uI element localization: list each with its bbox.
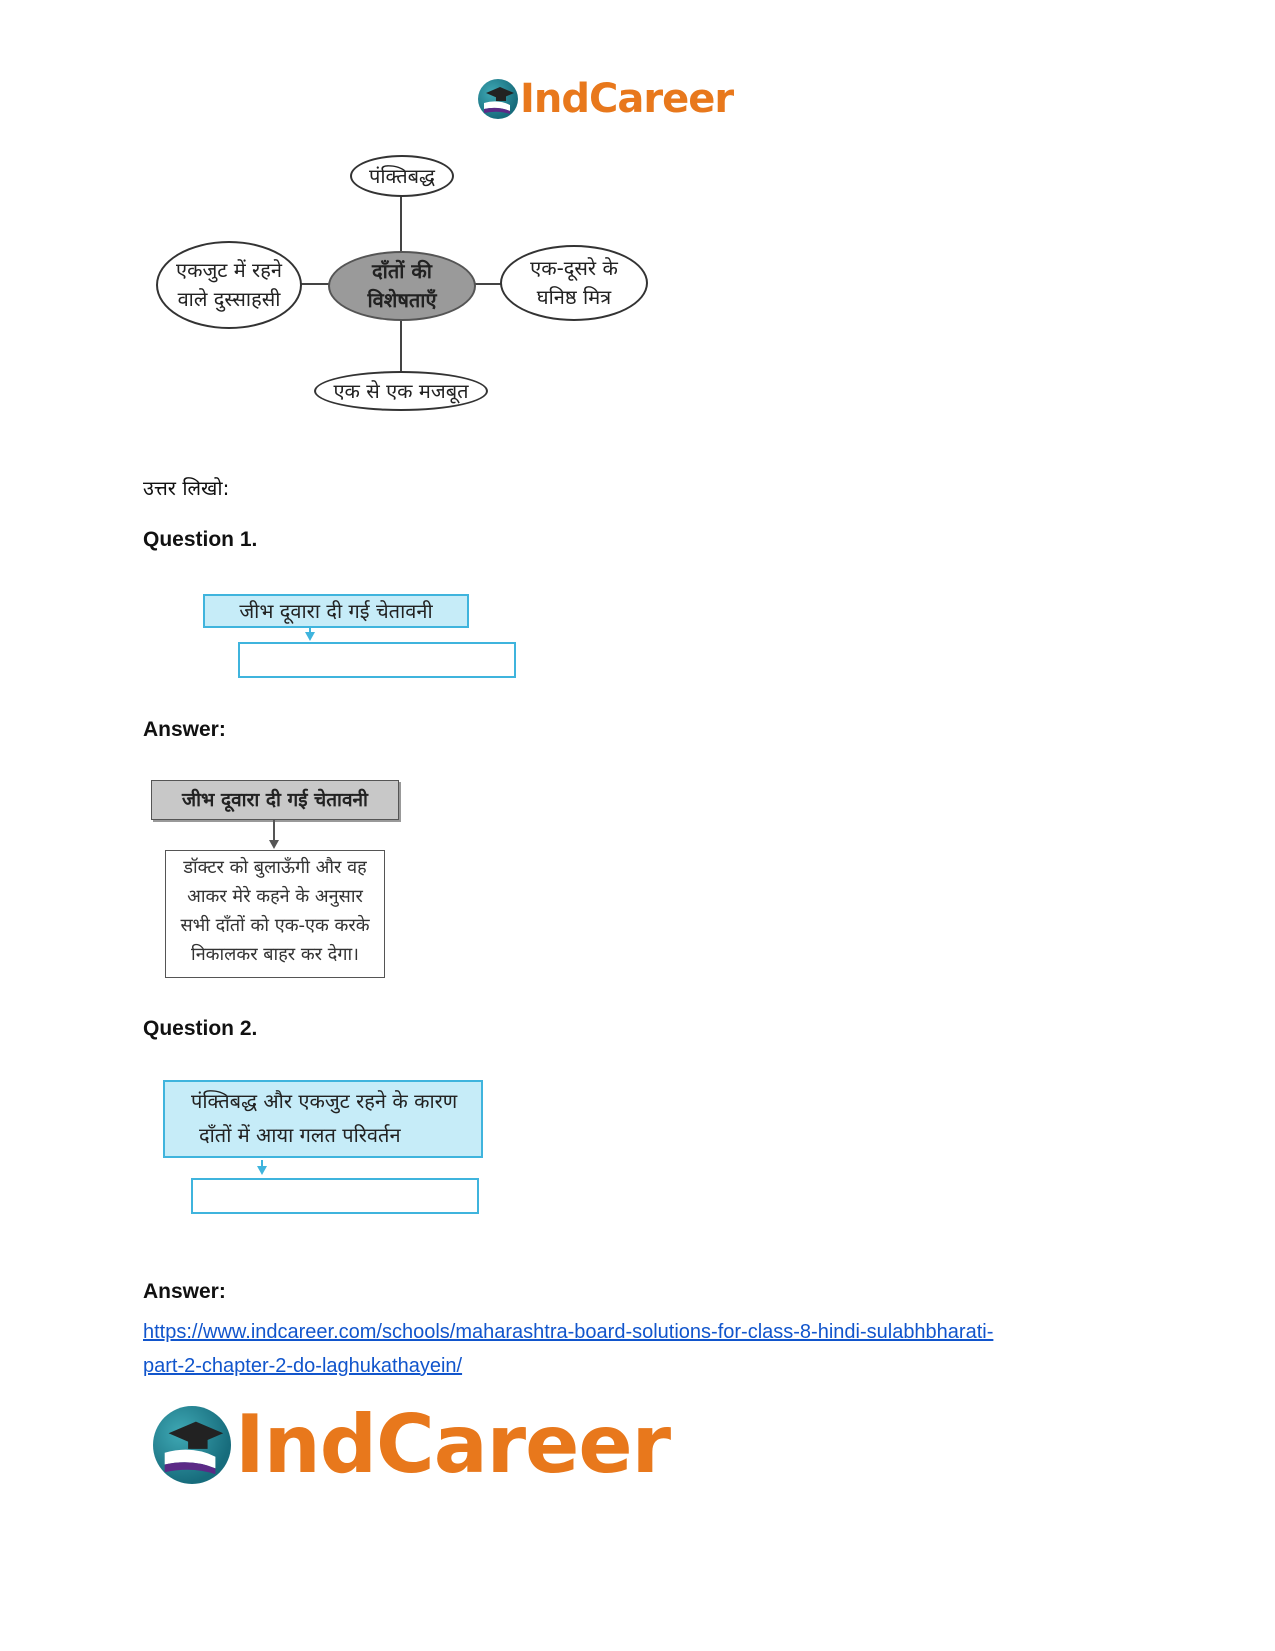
solution-link-line1[interactable]: https://www.indcareer.com/schools/maharashtra-board-solutions-for-class-8-hindi-sulabhbharati- (143, 1321, 994, 1343)
header-logo (478, 76, 733, 122)
answer1-title-text: जीभ दूवारा दी गई चेतावनी (182, 789, 368, 811)
answer1-line3: सभी दाँतों को एक-एक करके (180, 915, 370, 936)
connector-top (400, 192, 402, 254)
node-bottom-text: एक से एक मजबूत (333, 378, 469, 403)
graduation-cap-book-icon (153, 1406, 231, 1484)
node-bottom (314, 371, 488, 411)
footer-logo (153, 1398, 670, 1491)
question1-empty-box (238, 642, 516, 678)
node-center (328, 251, 476, 321)
answer1-arrowhead-icon (269, 840, 279, 849)
connector-bottom (400, 315, 402, 375)
solution-link[interactable] (143, 1315, 1143, 1383)
instruction-text: उत्तर लिखो: (143, 476, 230, 500)
answer1-title-box (151, 780, 399, 820)
node-right (500, 245, 648, 321)
answer1-line4: निकालकर बाहर कर देगा। (191, 944, 359, 965)
answer1-line1: डॉक्टर को बुलाऊँगी और वह (183, 857, 367, 878)
mind-map (150, 145, 660, 445)
solution-link-line2[interactable]: part-2-chapter-2-do-laghukathayein/ (143, 1355, 463, 1377)
footer-logo-text: IndCareer (235, 1398, 671, 1491)
question2-heading: Question 2. (143, 1017, 258, 1040)
node-top-text: पंक्तिबद्ध (368, 163, 436, 188)
connector-right (472, 283, 502, 285)
question1-box (203, 594, 469, 628)
header-logo-text: IndCareer (520, 76, 734, 122)
answer1-line2: आकर मेरे कहने के अनुसार (187, 886, 363, 907)
question1-heading: Question 1. (143, 528, 258, 551)
node-left-line2: वाले दुस्साहसी (177, 287, 281, 311)
question1-answer-heading: Answer: (143, 718, 226, 741)
node-left (156, 241, 302, 329)
question2-empty-box (191, 1178, 479, 1214)
question2-box (163, 1080, 483, 1158)
node-left-line1: एकजुट में रहने (176, 258, 282, 282)
node-center-line1: दाँतों की (372, 259, 432, 283)
answer1-arrow (273, 820, 275, 842)
node-top (350, 155, 454, 197)
question2-arrowhead-icon (257, 1166, 267, 1175)
node-center-line2: विशेषताएँ (367, 288, 437, 312)
node-right-line1: एक-दूसरे के (530, 256, 618, 280)
answer1-box (165, 850, 385, 978)
question2-answer-heading: Answer: (143, 1280, 226, 1303)
question1-arrowhead-icon (305, 632, 315, 641)
node-right-line2: घनिष्ठ मित्र (536, 285, 612, 309)
connector-left (298, 283, 330, 285)
question2-box-line1: पंक्तिबद्ध और एकजुट रहने के कारण (191, 1089, 458, 1113)
graduation-cap-book-icon (478, 79, 518, 119)
question2-box-line2: दाँतों में आया गलत परिवर्तन (199, 1123, 401, 1147)
question1-box-text: जीभ दूवारा दी गई चेतावनी (239, 599, 433, 623)
